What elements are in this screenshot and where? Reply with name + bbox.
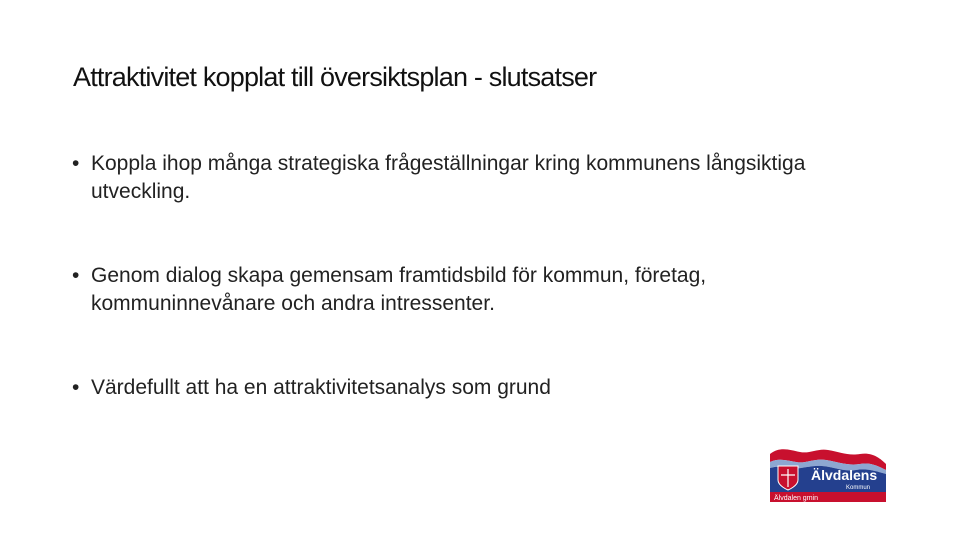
bullet-text: Värdefullt att ha en attraktivitetsanalys som grund <box>91 376 551 399</box>
municipality-logo <box>768 444 888 504</box>
bullet-text: Koppla ihop många strategiska frågeställningar kring kommunens långsiktiga utveckling. <box>91 152 806 203</box>
bullet-marker: • <box>72 264 80 287</box>
logo-subtitle: Kommun <box>846 485 871 491</box>
bullet-text: Genom dialog skapa gemensam framtidsbild för kommun, företag, kommuninnevånare och andra intressenter. <box>91 264 707 315</box>
slide-title: Attraktivitet kopplat till översiktsplan - slutsatser <box>73 62 597 92</box>
bullet-item <box>72 262 872 318</box>
bullet-item <box>72 150 872 206</box>
logo-name: Älvdalens <box>811 467 878 483</box>
logo-tagline: Älvdalen gmin <box>774 495 818 502</box>
bullet-item <box>72 374 872 402</box>
bullet-marker: • <box>72 152 80 175</box>
bullet-marker: • <box>72 376 80 399</box>
bullet-list <box>72 150 872 402</box>
